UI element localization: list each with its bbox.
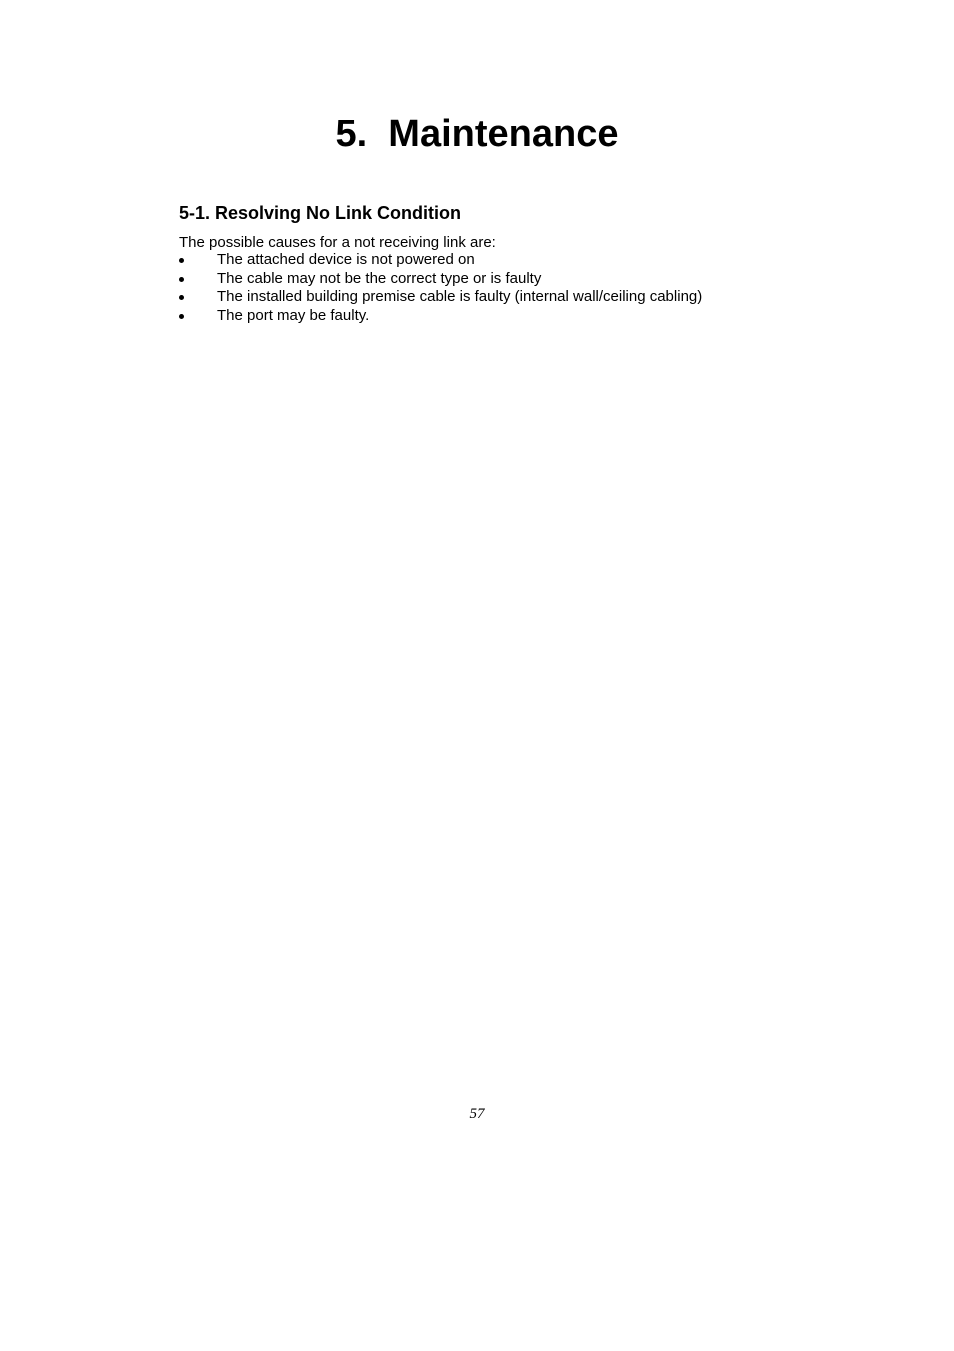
page-number: 57: [469, 1106, 485, 1122]
list-item: [179, 270, 702, 289]
bullet-icon: [179, 258, 184, 263]
intro-text: The possible causes for a not receiving link are:: [179, 234, 496, 251]
causes-list: [179, 251, 702, 325]
bullet-icon: [179, 295, 184, 300]
list-item: [179, 251, 702, 270]
list-item-text: The cable may not be the correct type or is faulty: [217, 269, 542, 287]
list-item: [179, 288, 702, 307]
section-heading: 5-1. Resolving No Link Condition: [179, 203, 462, 223]
list-item: [179, 307, 702, 326]
page-title: 5. Maintenance: [335, 113, 619, 155]
bullet-icon: [179, 314, 184, 319]
list-item-text: The installed building premise cable is faulty (internal wall/ceiling cabling): [217, 288, 703, 305]
list-item-text: The port may be faulty.: [217, 306, 370, 324]
bullet-icon: [179, 277, 184, 282]
list-item-text: The attached device is not powered on: [217, 251, 475, 268]
